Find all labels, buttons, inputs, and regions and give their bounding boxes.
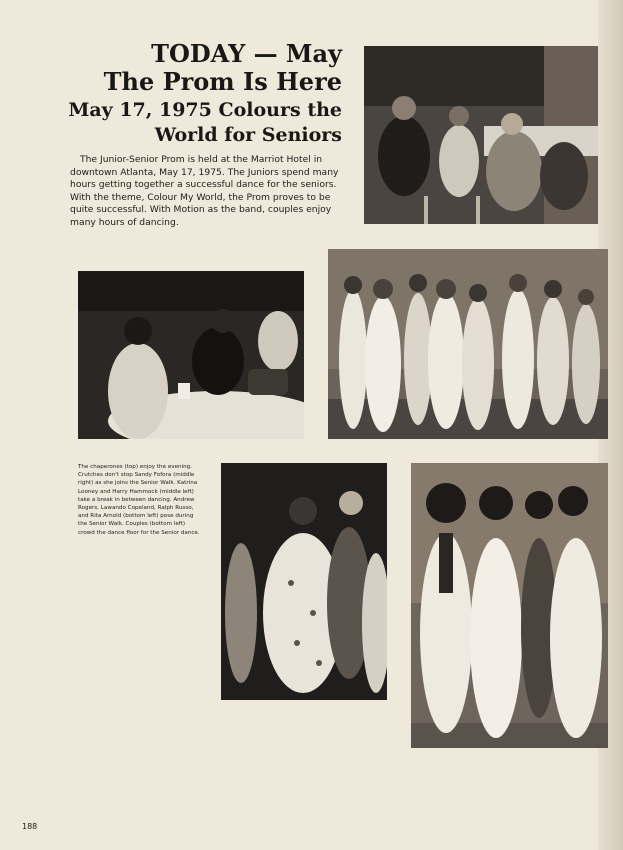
photo-seniors-pose [411,463,608,748]
headline-line-4: World for Seniors [154,124,342,146]
headline-line-2: The Prom Is Here [103,67,342,96]
headline-line-1: TODAY — May [151,39,342,68]
photo-dance-floor [221,463,387,700]
article-body: The Junior-Senior Prom is held at the Marriot Hotel in downtown Atlanta, May 17, 1975. The Juniors spend many hours getting together a successful dance for the seniors. With the theme, Colour My World, the Prom proves to be quite successful. With Motion as the band, couples enjoy many hours of dancing. [70,154,339,228]
photo-chaperones [364,46,598,224]
headline-line-3: May 17, 1975 Colours the [68,99,342,121]
photo-caption: The chaperones (top) enjoy the evening. Crutches don't stop Sandy Fofora (middle right) as she joins the Senior Walk. Katrina Looney and Harry Hammock (middle left) take a break in between dancing. Andrew Rogers, Lawando Copeland, Ralph Russo, and Rita Arnold (bottom left) pose during the Senior Walk. Couples (bottom left) crowd the dance floor for the Senior dance. [78,464,200,536]
headline [60,40,342,148]
photo-senior-walk [328,249,608,439]
photo-table-break [78,271,304,439]
page-number: 188 [22,822,38,831]
